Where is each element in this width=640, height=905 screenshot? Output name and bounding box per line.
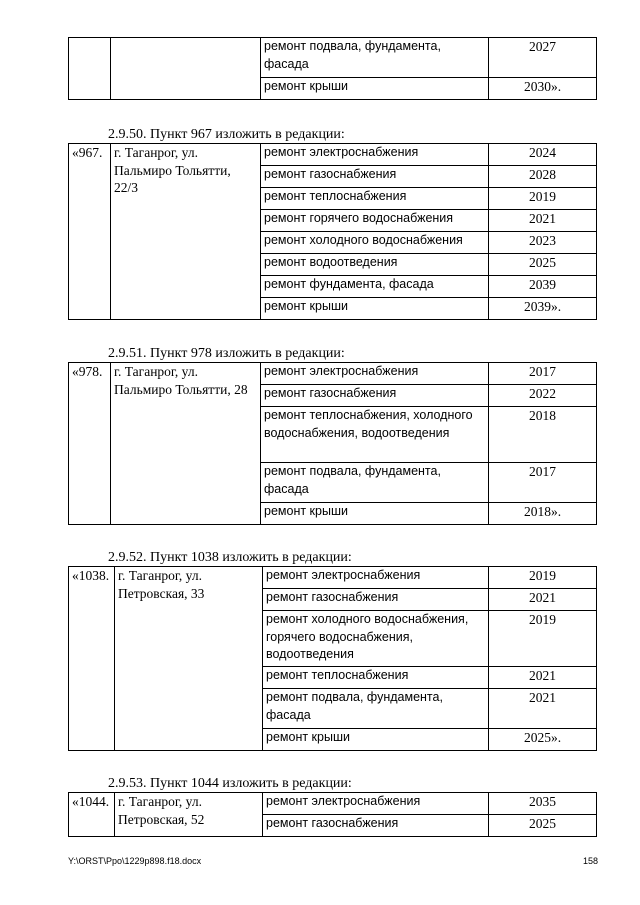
item-number-cell: «967. <box>69 144 111 320</box>
work-cell: ремонт электроснабжения <box>263 793 489 815</box>
year-cell: 2027 <box>489 38 597 78</box>
work-cell: ремонт крыши <box>261 78 489 100</box>
year-cell: 2028 <box>489 166 597 188</box>
footer-page-number: 158 <box>583 856 599 866</box>
work-cell: ремонт горячего водоснабжения <box>261 210 489 232</box>
work-cell: ремонт электроснабжения <box>261 144 489 166</box>
address-cell <box>111 38 261 100</box>
year-cell: 2021 <box>489 210 597 232</box>
work-cell: ремонт теплоснабжения <box>263 667 489 689</box>
section-heading: 2.9.50. Пункт 967 изложить в редакции: <box>108 127 345 142</box>
table-item-1038 <box>68 566 597 751</box>
year-cell: 2039 <box>489 276 597 298</box>
table-continued <box>68 37 597 100</box>
section-heading: 2.9.51. Пункт 978 изложить в редакции: <box>108 346 345 361</box>
year-cell: 2019 <box>489 188 597 210</box>
work-cell: ремонт крыши <box>263 729 489 751</box>
work-cell: ремонт крыши <box>261 298 489 320</box>
item-number-cell: «1038. <box>69 567 115 751</box>
year-cell: 2025 <box>489 254 597 276</box>
work-cell: ремонт холодного водоснабжения, горячего водоснабжения, водоотведения <box>263 611 489 667</box>
work-cell: ремонт холодного водоснабжения <box>261 232 489 254</box>
work-cell: ремонт крыши <box>261 503 489 525</box>
year-cell: 2021 <box>489 589 597 611</box>
table-item-967 <box>68 143 597 320</box>
address-cell: г. Таганрог, ул. Петровская, 33 <box>115 567 263 751</box>
work-cell: ремонт теплоснабжения <box>261 188 489 210</box>
year-cell: 2018». <box>489 503 597 525</box>
work-cell: ремонт подвала, фундамента, фасада <box>261 38 489 78</box>
year-cell: 2021 <box>489 689 597 729</box>
year-cell: 2024 <box>489 144 597 166</box>
work-cell: ремонт газоснабжения <box>263 589 489 611</box>
section-heading: 2.9.52. Пункт 1038 изложить в редакции: <box>108 550 352 565</box>
table-item-978 <box>68 362 597 525</box>
table-item-1044 <box>68 792 597 837</box>
year-cell: 2019 <box>489 567 597 589</box>
year-cell: 2019 <box>489 611 597 667</box>
section-heading: 2.9.53. Пункт 1044 изложить в редакции: <box>108 776 352 791</box>
year-cell: 2023 <box>489 232 597 254</box>
table-row <box>69 144 597 166</box>
year-cell: 2030». <box>489 78 597 100</box>
work-cell: ремонт электроснабжения <box>263 567 489 589</box>
work-cell: ремонт электроснабжения <box>261 363 489 385</box>
footer-file-path: Y:\ORST\Ppo\1229p898.f18.docx <box>68 856 202 866</box>
year-cell: 2039». <box>489 298 597 320</box>
item-number-cell: «978. <box>69 363 111 525</box>
year-cell: 2021 <box>489 667 597 689</box>
year-cell: 2018 <box>489 407 597 463</box>
item-number-cell <box>69 38 111 100</box>
year-cell: 2022 <box>489 385 597 407</box>
work-cell: ремонт подвала, фундамента, фасада <box>261 463 489 503</box>
work-cell: ремонт подвала, фундамента, фасада <box>263 689 489 729</box>
work-cell: ремонт газоснабжения <box>263 815 489 837</box>
table-row <box>69 38 597 78</box>
table-row <box>69 793 597 815</box>
table-row <box>69 363 597 385</box>
work-cell: ремонт газоснабжения <box>261 385 489 407</box>
work-cell: ремонт теплоснабжения, холодного водоснабжения, водоотведения <box>261 407 489 463</box>
year-cell: 2017 <box>489 363 597 385</box>
year-cell: 2017 <box>489 463 597 503</box>
address-cell: г. Таганрог, ул. Петровская, 52 <box>115 793 263 837</box>
address-cell: г. Таганрог, ул. Пальмиро Тольятти, 22/3 <box>111 144 261 320</box>
item-number-cell: «1044. <box>69 793 115 837</box>
work-cell: ремонт газоснабжения <box>261 166 489 188</box>
year-cell: 2035 <box>489 793 597 815</box>
address-cell: г. Таганрог, ул. Пальмиро Тольятти, 28 <box>111 363 261 525</box>
work-cell: ремонт фундамента, фасада <box>261 276 489 298</box>
year-cell: 2025 <box>489 815 597 837</box>
work-cell: ремонт водоотведения <box>261 254 489 276</box>
year-cell: 2025». <box>489 729 597 751</box>
table-row <box>69 567 597 589</box>
